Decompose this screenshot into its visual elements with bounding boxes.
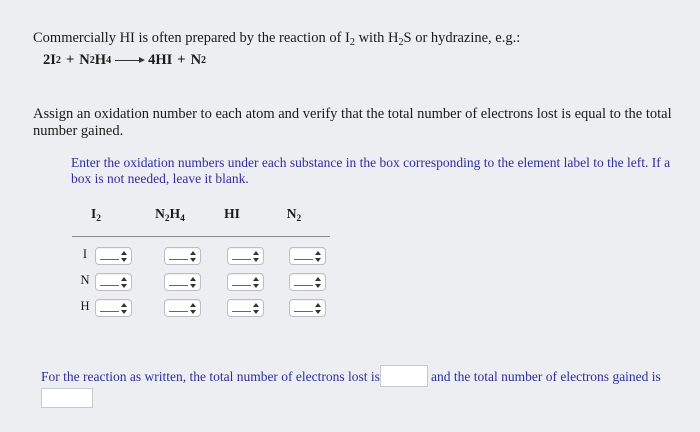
blank-value bbox=[232, 285, 251, 286]
select-n2h4-n[interactable] bbox=[164, 273, 201, 291]
blank-value bbox=[294, 311, 313, 312]
select-n2h4-h[interactable] bbox=[164, 299, 201, 317]
column-header-n2: $N_2$ bbox=[286, 206, 302, 224]
enter-oxidation-instructions: Enter the oxidation numbers under each substance in the box corresponding to the element label to the left. If a box is not needed, leave it blank. bbox=[71, 155, 671, 186]
select-n2-i[interactable] bbox=[289, 247, 326, 265]
spinner-icon bbox=[253, 303, 260, 314]
spinner-icon bbox=[315, 277, 322, 288]
blank-value bbox=[232, 259, 251, 260]
row-label-h: H bbox=[80, 299, 90, 313]
blank-value bbox=[100, 285, 119, 286]
spinner-icon bbox=[121, 277, 128, 288]
electrons-gained-input[interactable] bbox=[41, 388, 93, 408]
select-i2-n[interactable] bbox=[95, 273, 132, 291]
spinner-icon bbox=[121, 251, 128, 262]
instructions-text: Assign an oxidation number to each atom and verify that the total number of electrons lost is equal to the total number gained. bbox=[33, 106, 672, 139]
reaction-arrow-icon bbox=[115, 57, 145, 65]
spinner-icon bbox=[253, 277, 260, 288]
blank-value bbox=[100, 311, 119, 312]
spinner-icon bbox=[121, 303, 128, 314]
header-divider bbox=[72, 236, 330, 237]
spinner-icon bbox=[190, 303, 197, 314]
spinner-icon bbox=[190, 277, 197, 288]
electrons-lost-label: For the reaction as written, the total number of electrons lost is bbox=[41, 369, 380, 384]
blank-value bbox=[232, 311, 251, 312]
select-n2-h[interactable] bbox=[289, 299, 326, 317]
spinner-icon bbox=[315, 251, 322, 262]
spinner-icon bbox=[253, 251, 260, 262]
electrons-lost-input[interactable] bbox=[380, 365, 428, 387]
blank-value bbox=[169, 285, 188, 286]
select-i2-h[interactable] bbox=[95, 299, 132, 317]
column-header-i2: $I_2$ bbox=[91, 206, 101, 224]
row-label-i: I bbox=[82, 247, 88, 261]
select-hi-i[interactable] bbox=[227, 247, 264, 265]
blank-value bbox=[100, 259, 119, 260]
electrons-gained-label: and the total number of electrons gained is bbox=[431, 369, 661, 384]
row-label-n: N bbox=[80, 273, 90, 287]
blank-value bbox=[294, 259, 313, 260]
select-hi-h[interactable] bbox=[227, 299, 264, 317]
blank-value bbox=[169, 259, 188, 260]
select-i2-i[interactable] bbox=[95, 247, 132, 265]
reaction-equation: 2I 2 + N 2 H 4 4HI + N 2 bbox=[43, 52, 207, 68]
blank-value bbox=[294, 285, 313, 286]
select-n2h4-i[interactable] bbox=[164, 247, 201, 265]
select-hi-n[interactable] bbox=[227, 273, 264, 291]
spinner-icon bbox=[190, 251, 197, 262]
column-header-hi: HI bbox=[224, 206, 240, 221]
spinner-icon bbox=[315, 303, 322, 314]
column-header-n2h4: $N_2H_4$ bbox=[155, 206, 185, 224]
select-n2-n[interactable] bbox=[289, 273, 326, 291]
intro-text: Commercially HI is often prepared by the reaction of $I_2$ with $H_2S$ or hydrazine, e.g.: bbox=[33, 30, 521, 48]
blank-value bbox=[169, 311, 188, 312]
